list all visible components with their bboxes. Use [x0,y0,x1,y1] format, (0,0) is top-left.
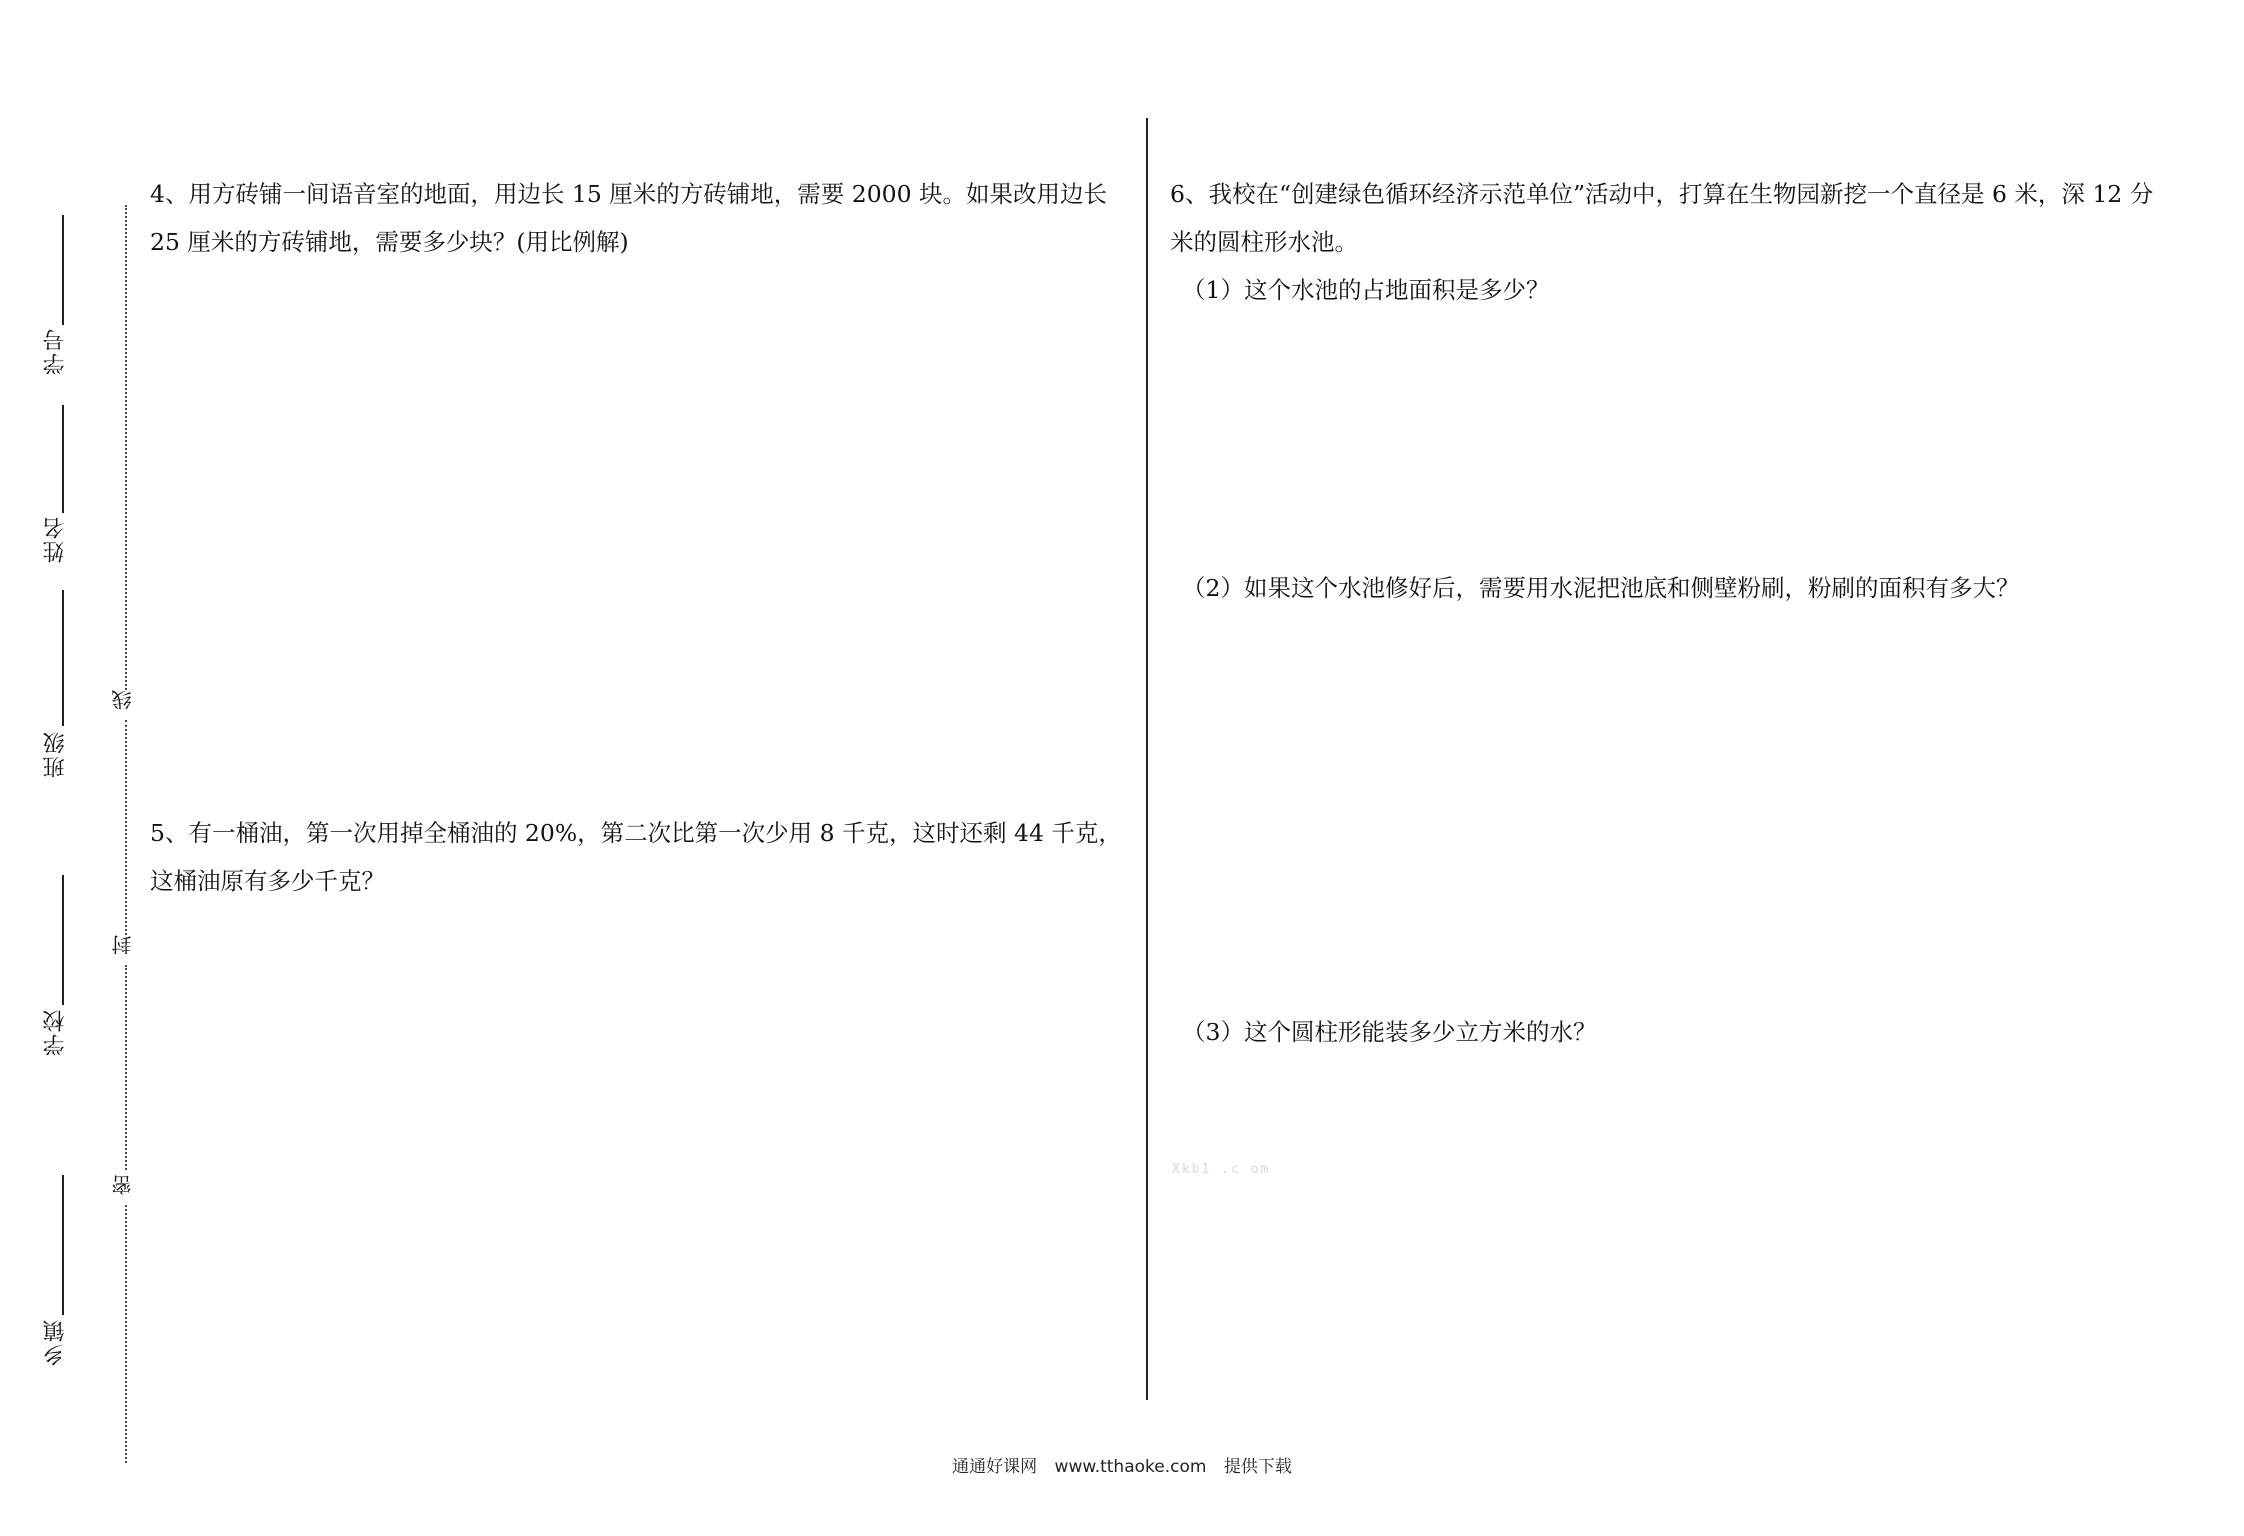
school-underline [62,875,64,1005]
seal-line-middle [125,720,127,935]
footer-suffix: 提供下载 [1223,1457,1292,1477]
seal-line-lower [125,965,127,1170]
class-field [40,590,70,790]
question-5: 5、有一桶油，第一次用掉全桶油的 20%，第二次比第一次少用 8 千克，这时还剩 44 千克，这桶油原有多少千克？ [150,819,1122,895]
seal-mark-secret: 密 [111,1175,135,1195]
student-name-field [40,405,70,565]
question-6: 6、我校在“创建绿色循环经济示范单位”活动中，打算在生物园新挖一个直径是 6 米，深 12 分米的圆柱形水池。 [1170,180,2154,256]
student-id-field [40,215,70,375]
seal-line-bottom [125,1205,127,1463]
seal-line-top [125,205,127,690]
question-6-part-1: （1）这个水池的占地面积是多少？ [1182,276,1550,304]
student-id-underline [62,215,64,325]
class-underline [62,590,64,726]
student-id-label: 学号 [43,327,68,375]
footer-url[interactable]: www.tthaoke.com [1054,1457,1207,1477]
township-field [40,1175,70,1375]
school-field [40,875,70,1075]
question-6-part-3: （3）这个圆柱形能装多少立方米的水？ [1182,1018,1597,1046]
footer [0,1452,2244,1477]
seal-mark-seal: 封 [111,935,135,955]
class-label: 班级 [43,730,68,778]
student-name-label: 姓名 [43,515,68,563]
column-divider [1146,118,1148,1400]
faint-watermark-text: Xkb1 .c om [1172,1162,1271,1177]
question-4: 4、用方砖铺一间语音室的地面，用边长 15 厘米的方砖铺地，需要 2000 块。如果改用边长 25 厘米的方砖铺地，需要多少块？(用比例解) [150,180,1108,256]
student-name-underline [62,405,64,513]
footer-site-name: 通通好课网 [952,1457,1038,1477]
school-label: 学校 [43,1008,68,1056]
township-label: 乡镇 [43,1318,68,1366]
seal-mark-line: 线 [111,690,135,710]
question-6-part-2: （2）如果这个水池修好后，需要用水泥把池底和侧壁粉刷，粉刷的面积有多大？ [1182,574,2020,602]
township-underline [62,1175,64,1315]
